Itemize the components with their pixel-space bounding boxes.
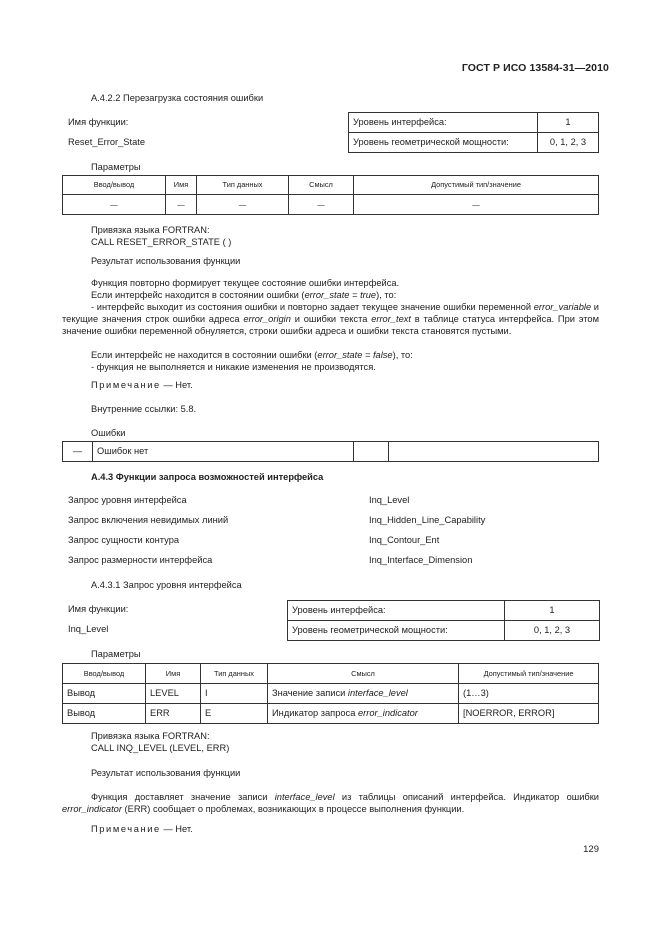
text: - функция не выполняется и никакие изменения не производятся. xyxy=(91,362,376,372)
parameters-table xyxy=(62,663,599,724)
inquiry-item-ru: Запрос включения невидимых линий xyxy=(68,515,229,525)
param-name: LEVEL xyxy=(146,684,201,704)
errors-cell xyxy=(389,442,599,462)
text-italic: error_variable xyxy=(533,302,592,312)
text-italic: interface_level xyxy=(274,792,335,802)
inquiry-item-en: Inq_Interface_Dimension xyxy=(369,555,473,565)
paragraph xyxy=(62,278,599,290)
parameters-label: Параметры xyxy=(91,649,141,659)
text: ), то: xyxy=(376,290,397,300)
table-row xyxy=(63,704,599,724)
param-meaning xyxy=(268,684,459,704)
errors-cell xyxy=(354,442,389,462)
table-row xyxy=(63,684,599,704)
text-italic: error_state = true xyxy=(304,290,377,300)
errors-label: Ошибки xyxy=(91,428,126,438)
text: - интерфейс выходит из состояния ошибки и повторно задает текущее значение ошибки переменной xyxy=(91,302,534,312)
param-header-meaning: Смысл xyxy=(268,664,459,684)
inquiry-item-ru: Запрос сущности контура xyxy=(68,535,180,545)
text-italic: error_state = false xyxy=(317,350,393,360)
section-heading-inquiry-functions: А.4.3 Функции запроса возможностей интерфейса xyxy=(91,472,324,482)
fortran-call: CALL RESET_ERROR_STATE ( ) xyxy=(91,237,232,247)
param-name: ERR xyxy=(146,704,201,724)
errors-cell: — xyxy=(63,442,93,462)
page-number: 129 xyxy=(583,844,599,855)
note-label: Примечание xyxy=(91,824,161,834)
errors-cell: Ошибок нет xyxy=(93,442,354,462)
note-text: — Нет. xyxy=(160,380,193,390)
note xyxy=(91,824,193,836)
internal-refs: Внутренние ссылки: 5.8. xyxy=(91,404,197,414)
paragraph xyxy=(62,302,599,338)
note xyxy=(91,380,193,392)
param-cell: — xyxy=(166,195,197,215)
param-type: E xyxy=(201,704,268,724)
text-italic: interface_level xyxy=(347,687,408,698)
section-heading-reset-error: А.4.2.2 Перезагрузка состояния ошибки xyxy=(91,93,264,103)
fortran-label: Привязка языка FORTRAN: xyxy=(91,225,210,235)
parameters-label: Параметры xyxy=(91,162,141,172)
function-name-value: Inq_Level xyxy=(68,624,109,634)
errors-table xyxy=(62,441,599,462)
param-meaning xyxy=(268,704,459,724)
note-label: Примечание xyxy=(91,380,161,390)
inquiry-item-en: Inq_Hidden_Line_Capability xyxy=(369,515,486,525)
text: Функция повторно формирует текущее состояние ошибки интерфейса. xyxy=(91,278,400,288)
text-italic: error_indicator xyxy=(357,707,418,718)
text: Если интерфейс находится в состоянии ошибки ( xyxy=(91,290,305,300)
param-value: (1…3) xyxy=(459,684,599,704)
document-header: ГОСТ Р ИСО 13584-31—2010 xyxy=(461,62,609,74)
param-io: Вывод xyxy=(63,684,146,704)
function-level-table xyxy=(348,112,599,153)
param-header-value: Допустимый тип/значение xyxy=(459,664,599,684)
fortran-call: CALL INQ_LEVEL (LEVEL, ERR) xyxy=(91,743,230,753)
note-text: — Нет. xyxy=(160,824,193,834)
text: Значение записи xyxy=(272,687,348,698)
param-header-name: Имя xyxy=(146,664,201,684)
param-header-value: Допустимый тип/значение xyxy=(354,176,599,195)
result-label: Результат использования функции xyxy=(91,768,241,778)
param-cell: — xyxy=(197,195,289,215)
param-type: I xyxy=(201,684,268,704)
inquiry-item-ru: Запрос уровня интерфейса xyxy=(68,495,187,505)
paragraph xyxy=(62,362,599,374)
param-header-type: Тип данных xyxy=(201,664,268,684)
section-heading-inq-level: А.4.3.1 Запрос уровня интерфейса xyxy=(91,580,242,590)
interface-level-label: Уровень интерфейса: xyxy=(349,113,538,133)
param-io: Вывод xyxy=(63,704,146,724)
text: Функция доставляет значение записи xyxy=(91,792,275,802)
text: Если интерфейс не находится в состоянии ошибки ( xyxy=(91,350,318,360)
text: в таблице статуса интерфейса. При этом значение ошибки переменной обнуляется, строки ошибки адреса и ошибки текста становятся пустыми. xyxy=(62,313,599,336)
function-name-value: Reset_Error_State xyxy=(68,137,145,147)
param-cell: — xyxy=(354,195,599,215)
param-header-io: Ввод/вывод xyxy=(63,176,166,195)
geometric-level-label: Уровень геометрической мощности: xyxy=(288,621,505,641)
interface-level-label: Уровень интерфейса: xyxy=(288,601,505,621)
geometric-level-value: 0, 1, 2, 3 xyxy=(538,133,599,153)
text: из таблицы описаний интерфейса. Индикатор ошибки xyxy=(334,792,599,802)
interface-level-value: 1 xyxy=(538,113,599,133)
function-level-table xyxy=(287,600,600,641)
fortran-label: Привязка языка FORTRAN: xyxy=(91,731,210,741)
param-cell: — xyxy=(63,195,166,215)
result-label: Результат использования функции xyxy=(91,256,241,266)
param-header-name: Имя xyxy=(166,176,197,195)
text: ), то: xyxy=(392,350,413,360)
text: и текущие значения строк ошибки адреса xyxy=(62,302,600,324)
paragraph xyxy=(62,792,599,816)
interface-level-value: 1 xyxy=(505,601,600,621)
function-name-label: Имя функции: xyxy=(68,117,129,127)
geometric-level-label: Уровень геометрической мощности: xyxy=(349,133,538,153)
param-cell: — xyxy=(289,195,354,215)
paragraph xyxy=(62,290,599,302)
inquiry-item-ru: Запрос размерности интерфейса xyxy=(68,555,213,565)
inquiry-item-en: Inq_Contour_Ent xyxy=(369,535,440,545)
param-header-type: Тип данных xyxy=(197,176,289,195)
param-value: [NOERROR, ERROR] xyxy=(459,704,599,724)
function-name-label: Имя функции: xyxy=(68,604,129,614)
parameters-table xyxy=(62,175,599,215)
text-italic: error_indicator xyxy=(62,803,122,814)
param-header-io: Ввод/вывод xyxy=(63,664,146,684)
paragraph xyxy=(62,350,599,362)
text-italic: error_text xyxy=(371,313,411,324)
geometric-level-value: 0, 1, 2, 3 xyxy=(505,621,600,641)
text: (ERR) сообщает о проблемах, возникающих в процессе выполнения функции. xyxy=(121,803,465,814)
text-italic: error_origin xyxy=(243,313,291,324)
text: и ошибки текста xyxy=(290,313,372,324)
param-header-meaning: Смысл xyxy=(289,176,354,195)
inquiry-item-en: Inq_Level xyxy=(369,495,410,505)
text: Индикатор запроса xyxy=(272,707,358,718)
